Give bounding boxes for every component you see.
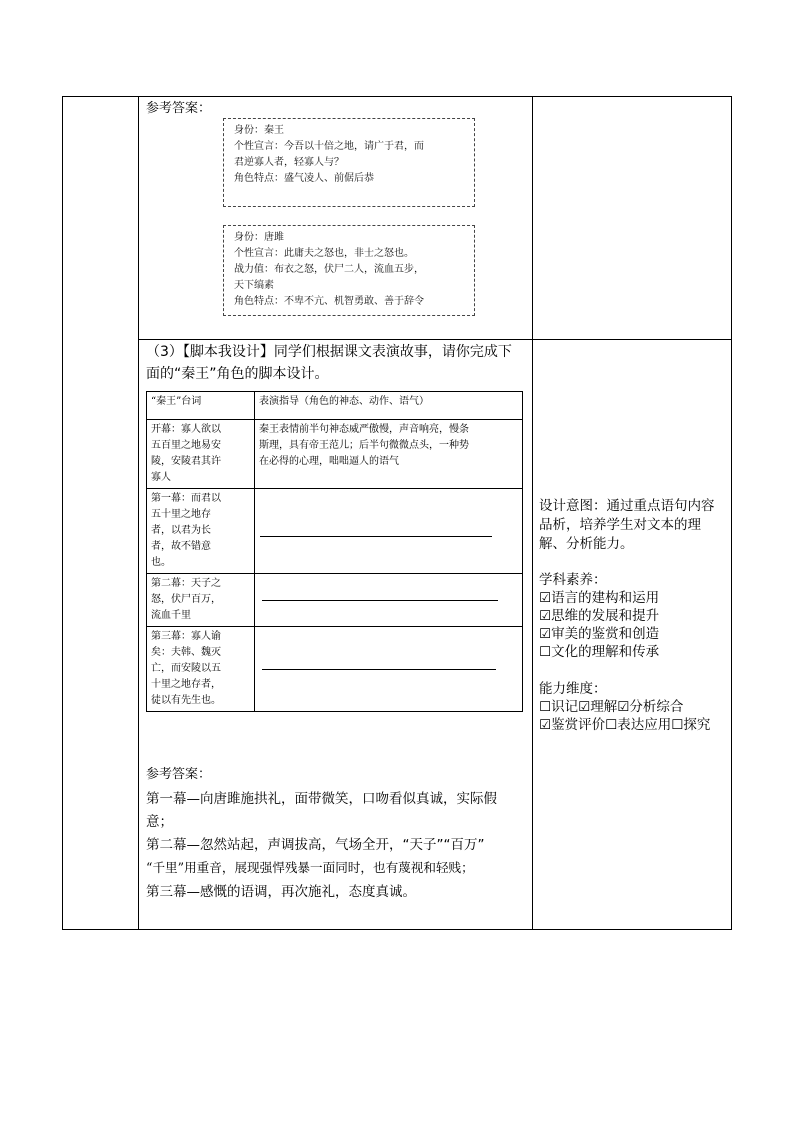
column-divider-2	[532, 96, 533, 930]
act3-line-cell: 第三幕：寡人谕 矣：夫韩、魏灭 亡，而安陵以五 十里之地存者， 徒以有先生也。	[147, 627, 255, 712]
ability-label: 探究	[683, 717, 711, 733]
design-intent-line: 设计意图：通过重点语句内容	[539, 498, 715, 514]
qin-card-line: 君逆寡人者，轻寡人与？	[234, 157, 344, 168]
ability-row	[539, 716, 710, 734]
opening-guidance-cell: 秦王表情前半句神态威严傲慢，声音响亮，慢条 斯理，具有帝王范儿；后半句微微点头，一种势 在必得的心理，咄咄逼人的语气	[255, 420, 523, 489]
literacy-item-label: 文化的理解和传承	[551, 644, 660, 660]
answer-line: 意；	[146, 814, 173, 830]
ability-label: 表达应用	[617, 717, 672, 733]
checkbox-icon[interactable]: ☑	[539, 717, 552, 733]
tang-ju-role-card	[223, 225, 475, 316]
qin-card-line: 身份：秦王	[234, 125, 284, 136]
tang-card-line: 个性宣言：此庸夫之怒也，非士之怒也。	[234, 248, 414, 259]
checkbox-icon[interactable]: ☐	[671, 717, 684, 733]
outer-border-top	[62, 96, 732, 97]
answer-line: “千里”用重音，展现强悍残暴一面同时，也有蔑视和轻贱；	[146, 860, 474, 875]
answer-blank-line	[262, 669, 496, 670]
qin-card-line: 角色特点：盛气凌人、前倨后恭	[234, 173, 374, 184]
ability-label: 鉴赏评价	[551, 717, 606, 733]
reference-answer-label: 参考答案：	[146, 767, 212, 782]
tang-card-line: 身份：唐雎	[234, 232, 284, 243]
reference-answer-label: 参考答案：	[146, 101, 212, 116]
literacy-title: 学科素养：	[539, 572, 607, 588]
act1-guidance-blank[interactable]	[255, 489, 523, 574]
checkbox-icon[interactable]: ☑	[539, 608, 552, 624]
column-divider-1	[138, 96, 139, 930]
checkbox-icon[interactable]: ☑	[578, 699, 591, 715]
ability-row	[539, 698, 683, 716]
table-row	[147, 489, 523, 574]
checkbox-icon[interactable]: ☑	[617, 699, 630, 715]
literacy-item-label: 思维的发展和提升	[551, 608, 660, 624]
opening-line-cell: 开幕：寡人欲以 五百里之地易安 陵，安陵君其许 寡人	[147, 420, 255, 489]
outer-border-left	[62, 96, 63, 930]
checkbox-icon[interactable]: ☑	[539, 626, 552, 642]
table-row	[147, 420, 523, 489]
ability-label: 识记	[551, 699, 579, 715]
task3-line-1: （3）【脚本我设计】同学们根据课文表演故事，请你完成下	[146, 344, 512, 360]
answer-line: 第一幕—向唐雎施拱礼，面带微笑，口吻看似真诚，实际假	[146, 791, 497, 807]
ability-label: 分析综合	[629, 699, 684, 715]
table-header: 表演指导（角色的神态、动作、语气）	[255, 392, 523, 420]
outer-border-bottom	[62, 929, 732, 930]
qin-card-line: 个性宣言：今吾以十倍之地，请广于君，而	[234, 141, 424, 152]
checkbox-icon[interactable]: ☑	[539, 590, 552, 606]
ability-title: 能力维度：	[539, 681, 607, 697]
ability-label: 理解	[590, 699, 618, 715]
literacy-item-label: 审美的鉴赏和创造	[551, 626, 660, 642]
checkbox-icon[interactable]: ☐	[539, 644, 552, 660]
act1-line-cell: 第一幕：而君以 五十里之地存 者，以君为长 者，故不错意 也。	[147, 489, 255, 574]
design-intent-line: 解、分析能力。	[539, 536, 634, 552]
literacy-item-label: 语言的建构和运用	[551, 590, 660, 606]
literacy-item	[539, 643, 659, 661]
literacy-item	[539, 589, 659, 607]
table-header: “秦王”台词	[147, 392, 255, 420]
answer-line: 第三幕—感慨的语调，再次施礼，态度真诚。	[146, 884, 416, 900]
literacy-item	[539, 625, 659, 643]
outer-border-right	[731, 96, 732, 930]
answer-line: 第二幕—忽然站起，声调拔高，气场全开，“天子”“百万”	[146, 837, 485, 853]
literacy-item	[539, 607, 659, 625]
checkbox-icon[interactable]: ☐	[539, 699, 552, 715]
design-intent-line: 品析，培养学生对文本的理	[539, 517, 701, 533]
act2-line-cell: 第二幕：天子之 怒，伏尸百万， 流血千里	[147, 574, 255, 627]
answer-blank-line	[262, 600, 498, 601]
tang-card-line: 角色特点：不卑不亢、机智勇敢、善于辞令	[234, 296, 424, 307]
task3-line-2: 面的“秦王”角色的脚本设计。	[146, 366, 329, 382]
tang-card-line: 战力值：布衣之怒，伏尸二人，流血五步，	[234, 264, 424, 275]
checkbox-icon[interactable]: ☐	[605, 717, 618, 733]
tang-card-line: 天下缟素	[234, 280, 274, 291]
qin-wang-role-card	[223, 118, 475, 207]
script-design-table	[146, 391, 523, 712]
answer-blank-line	[260, 536, 492, 537]
row-divider	[138, 339, 732, 340]
